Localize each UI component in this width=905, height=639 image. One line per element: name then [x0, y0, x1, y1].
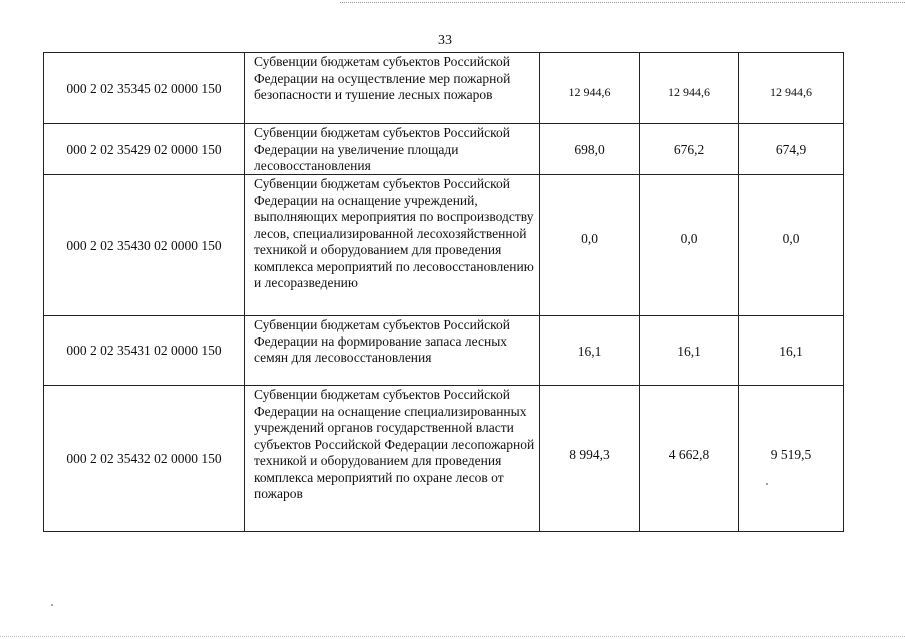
amount-year-1: 0,0: [539, 175, 639, 316]
page-number: 33: [438, 33, 452, 48]
amount-year-2: 4 662,8: [639, 386, 738, 531]
amount-year-1: 8 994,3: [539, 386, 639, 531]
table-row: [43, 123, 844, 175]
budget-code: 000 2 02 35429 02 0000 150: [43, 124, 244, 175]
amount-year-3: 9 519,5: [738, 386, 844, 531]
budget-code: 000 2 02 35431 02 0000 150: [43, 316, 244, 386]
amount-year-1: 12 944,6: [539, 53, 639, 124]
amount-year-3: 0,0: [738, 175, 844, 316]
budget-code: 000 2 02 35432 02 0000 150: [43, 386, 244, 531]
amount-year-3: 12 944,6: [738, 53, 844, 124]
row-description: Субвенции бюджетам субъектов Российской Федерации на осуществление мер пожарной безопасности и тушение лесных пожаров: [244, 53, 539, 124]
row-description: Субвенции бюджетам субъектов Российской Федерации на оснащение учреждений, выполняющих мероприятия по воспроизводству лесов, специализированной лесохозяйственной техникой и оборудованием для проведения комплекса мероприятий по лесовосстановлению и лесоразведению: [244, 175, 539, 316]
table-row: [43, 385, 844, 532]
amount-year-2: 16,1: [639, 316, 738, 386]
amount-year-3: 674,9: [738, 124, 844, 175]
amount-year-1: 16,1: [539, 316, 639, 386]
budget-code: 000 2 02 35430 02 0000 150: [43, 175, 244, 316]
row-description: Субвенции бюджетам субъектов Российской Федерации на оснащение специализированных учреждений органов государственной власти субъектов Российской Федерации лесопожарной техникой и оборудованием для проведения комплекса мероприятий по охране лесов от пожаров: [244, 386, 539, 531]
amount-year-3: 16,1: [738, 316, 844, 386]
budget-code: 000 2 02 35345 02 0000 150: [43, 53, 244, 124]
amount-year-2: 0,0: [639, 175, 738, 316]
scan-edge-bottom: [0, 636, 905, 637]
amount-year-1: 698,0: [539, 124, 639, 175]
table-row: [43, 52, 844, 124]
scan-speck: [51, 604, 53, 606]
amount-year-2: 676,2: [639, 124, 738, 175]
amount-year-2: 12 944,6: [639, 53, 738, 124]
row-description: Субвенции бюджетам субъектов Российской Федерации на формирование запаса лесных семян для лесовосстановления: [244, 316, 539, 386]
row-description: Субвенции бюджетам субъектов Российской Федерации на увеличение площади лесовосстановления: [244, 124, 539, 175]
scan-edge-top: [340, 2, 905, 3]
table-row: [43, 174, 844, 316]
table-row: [43, 315, 844, 386]
budget-table: [43, 52, 844, 530]
